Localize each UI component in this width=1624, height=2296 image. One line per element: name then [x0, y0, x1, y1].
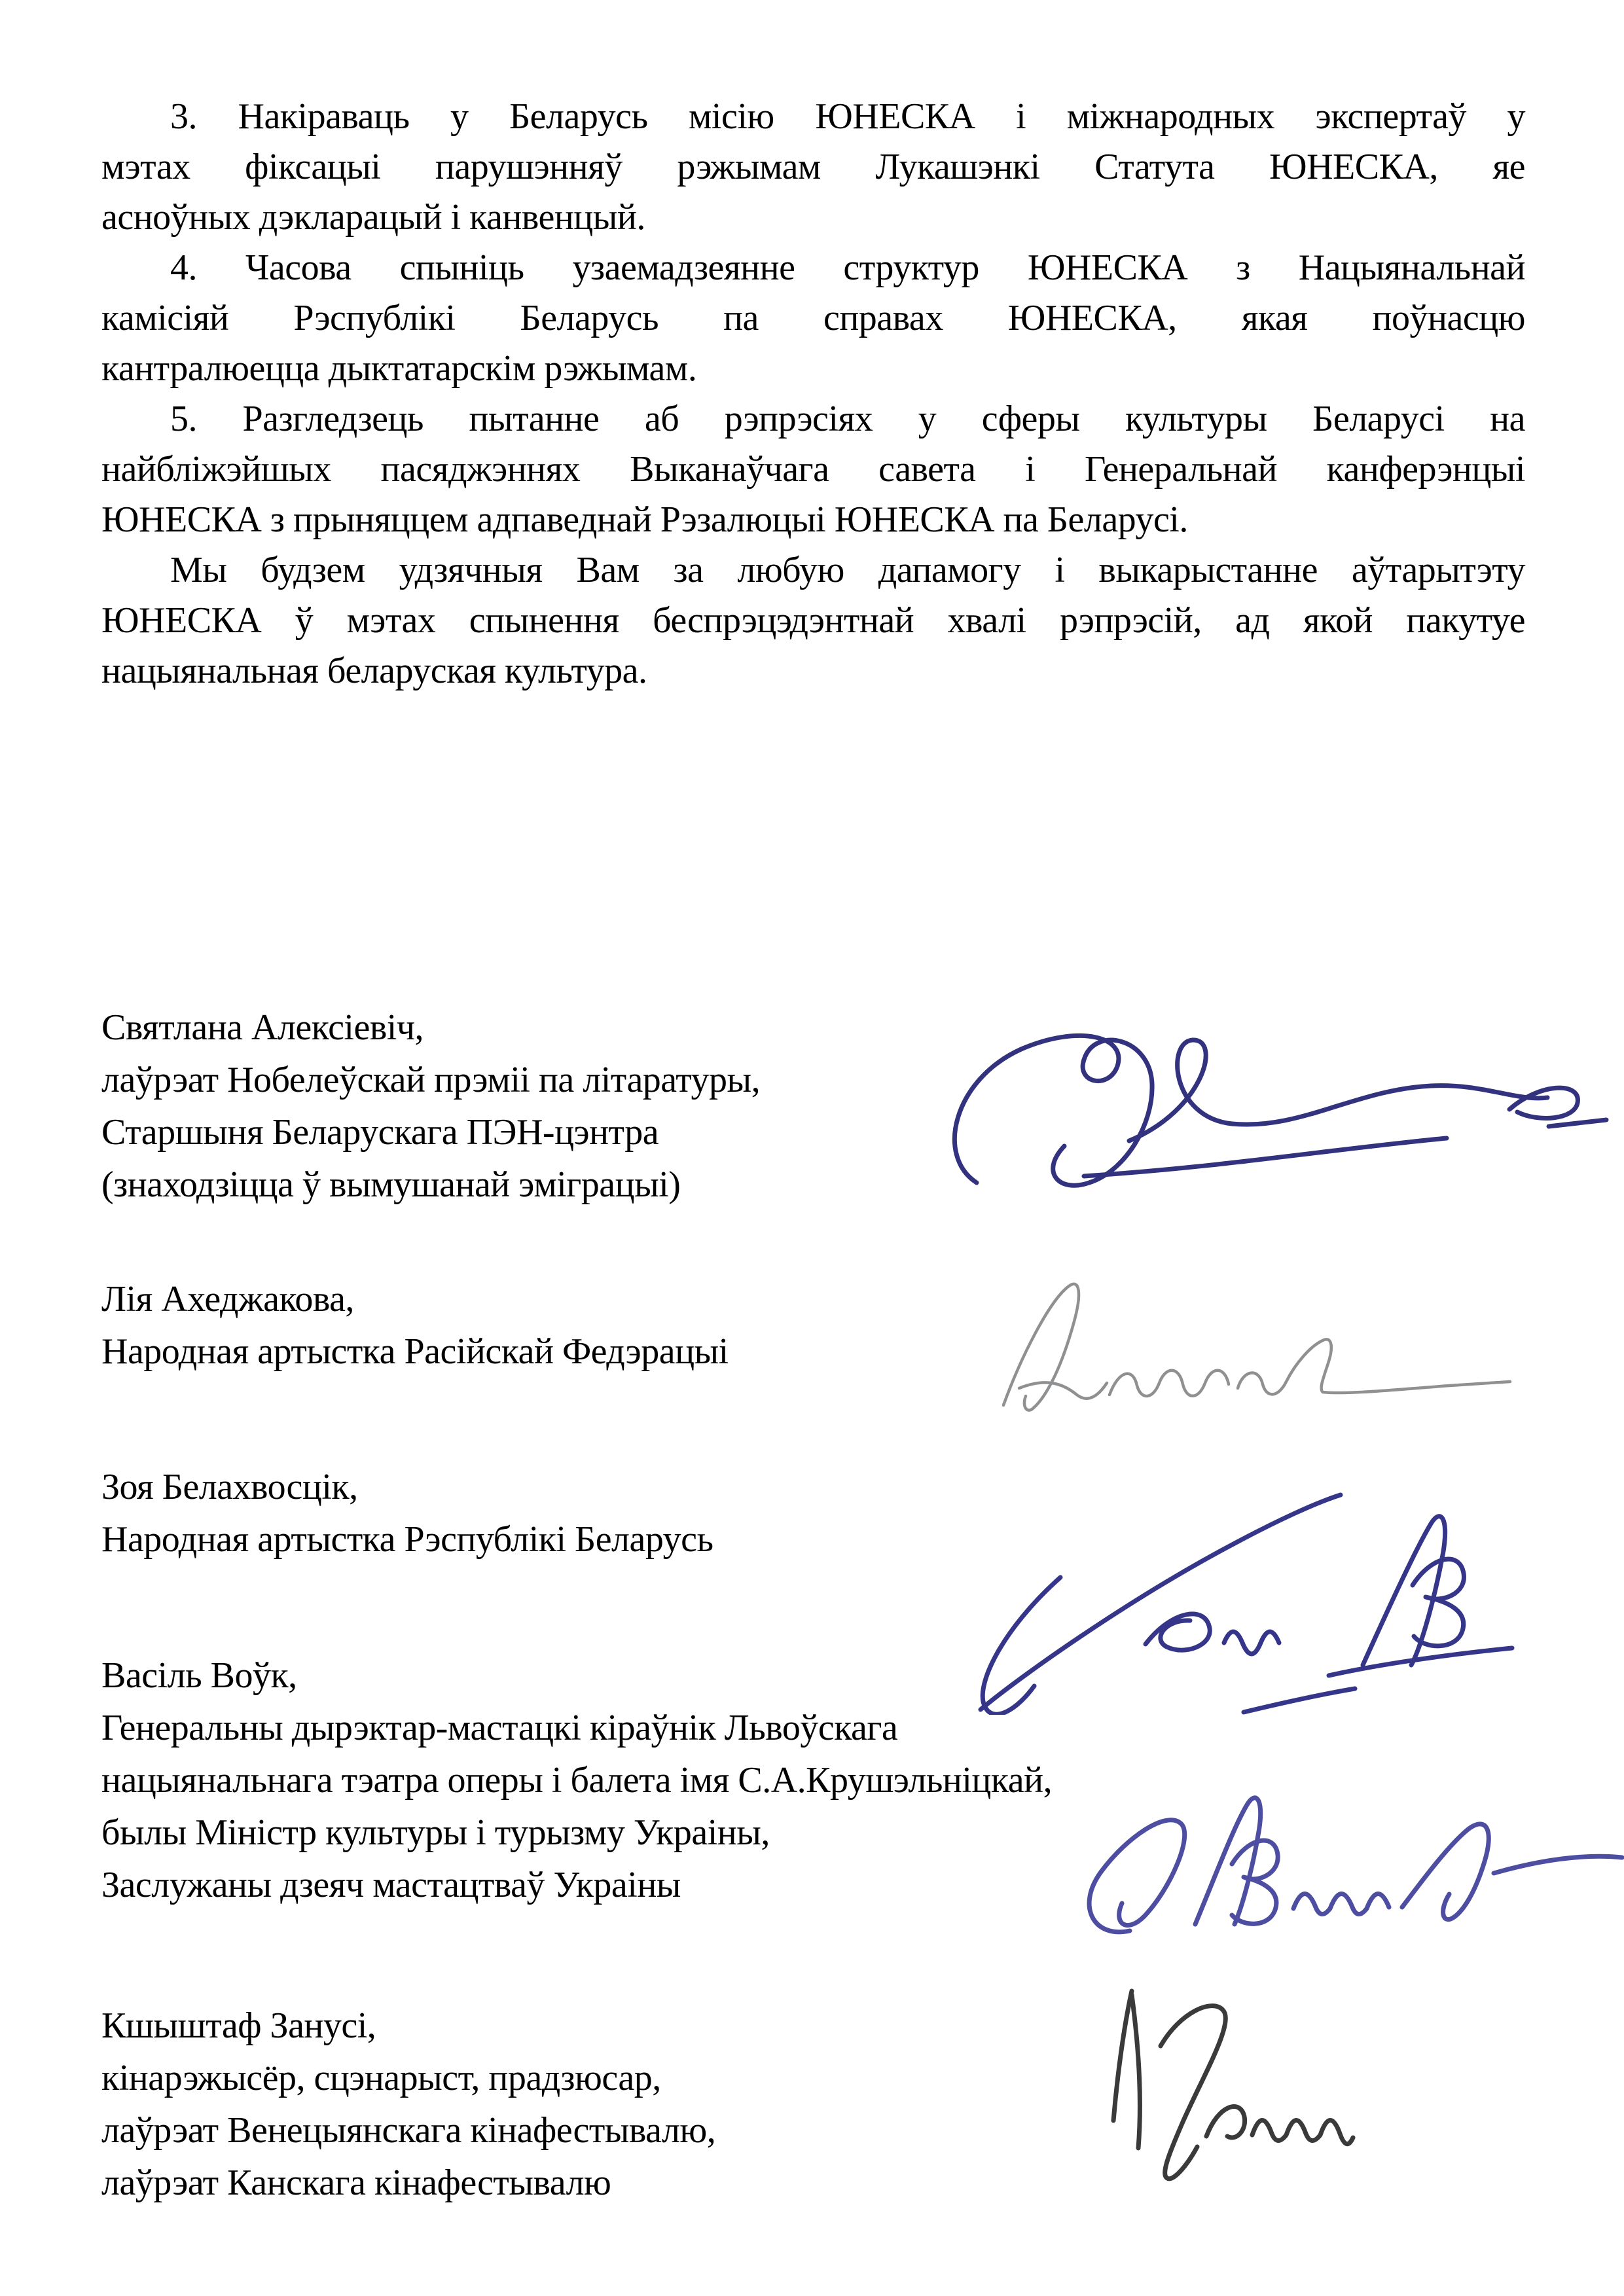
signatory-name: Васіль Воўк, — [101, 1655, 297, 1696]
signatory-block-zanussi — [101, 2000, 715, 2209]
signatory-name: Лія Ахеджакова, — [101, 1279, 354, 1319]
signatory-title: лаўрэат Канскага кінафестывалю — [101, 2162, 611, 2203]
paragraph-line: 4. Часова спыніць узаемадзеянне структур ЮНЕСКА з Нацыянальнай — [170, 247, 1525, 288]
signatory-title: Народная артыстка Рэспублікі Беларусь — [101, 1519, 713, 1560]
paragraph-line: кантралюецца дыктатарскім рэжымам. — [101, 348, 697, 389]
paragraph-line: камісіяй Рэспублікі Беларусь па справах ЮНЕСКА, якая поўнасцю — [101, 298, 1525, 338]
paragraph-line: 5. Разгледзець пытанне аб рэпрэсіях у сферы культуры Беларусі на — [170, 399, 1525, 439]
signatory-name: Святлана Алексіевіч, — [101, 1007, 424, 1048]
paragraph-line: ЮНЕСКА ў мэтах спынення беспрэцэдэнтнай хвалі рэпрэсій, ад якой пакутуе — [101, 600, 1525, 641]
paragraph-line: асноўных дэкларацый і канвенцый. — [101, 197, 645, 238]
letter-body — [101, 92, 1525, 696]
signatory-title: нацыянальнага тэатра оперы і балета імя С.А.Крушэльніцкай, — [101, 1760, 1053, 1801]
signatory-title: Народная артыстка Расійскай Федэрацыі — [101, 1331, 729, 1372]
signatory-block-alexievich — [101, 1001, 760, 1211]
paragraph-line: найбліжэйшых пасяджэннях Выканаўчага савета і Генеральнай канферэнцыі — [101, 449, 1525, 490]
paragraph-line: ЮНЕСКА з прыняццем адпаведнай Рэзалюцыі ЮНЕСКА па Беларусі. — [101, 499, 1188, 540]
signatory-block-vouk — [101, 1649, 1052, 1911]
paragraph-3 — [101, 92, 1525, 243]
closing-paragraph — [101, 545, 1525, 696]
signatory-title: лаўрэат Нобелеўскай прэміі па літаратуры, — [101, 1060, 761, 1100]
paragraph-5 — [101, 394, 1525, 545]
paragraph-line: Мы будзем удзячныя Вам за любую дапамогу і выкарыстанне аўтарытэту — [170, 550, 1525, 590]
signatory-title: лаўрэат Венецыянскага кінафестывалю, — [101, 2110, 716, 2151]
signatory-title: Старшыня Беларускага ПЭН-цэнтра — [101, 1112, 659, 1153]
signatory-title: Заслужаны дзеяч мастацтваў Украіны — [101, 1865, 681, 1905]
paragraph-line: нацыянальная беларуская культура. — [101, 651, 647, 691]
akhedzhakova-signature-image — [979, 1266, 1568, 1417]
signatory-title: кінарэжысёр, сцэнарыст, прадзюсар, — [101, 2058, 661, 2098]
paragraph-line: 3. Накіраваць у Беларусь місію ЮНЕСКА і міжнародных экспертаў у — [170, 96, 1525, 137]
signatory-block-akhedzhakova — [101, 1273, 729, 1378]
vouk-signature-image — [1067, 1767, 1624, 1950]
signatory-title: Генеральны дырэктар-мастацкі кіраўнік Львоўскага — [101, 1708, 898, 1748]
signatory-title: былы Міністр культуры і турызму Украіны, — [101, 1812, 770, 1853]
signatory-block-belakhvostsik — [101, 1461, 713, 1566]
signatory-name: Зоя Белахвосцік, — [101, 1467, 358, 1507]
alexievich-signature-image — [929, 1011, 1610, 1208]
signatory-name: Кшыштаф Занусі, — [101, 2005, 376, 2046]
zanussi-signature-image — [1083, 1983, 1378, 2212]
signatory-note: (знаходзіцца ў вымушанай эміграцыі) — [101, 1164, 681, 1205]
paragraph-4 — [101, 243, 1525, 394]
paragraph-line: мэтах фіксацыі парушэнняў рэжымам Лукашэнкі Статута ЮНЕСКА, яе — [101, 147, 1525, 187]
